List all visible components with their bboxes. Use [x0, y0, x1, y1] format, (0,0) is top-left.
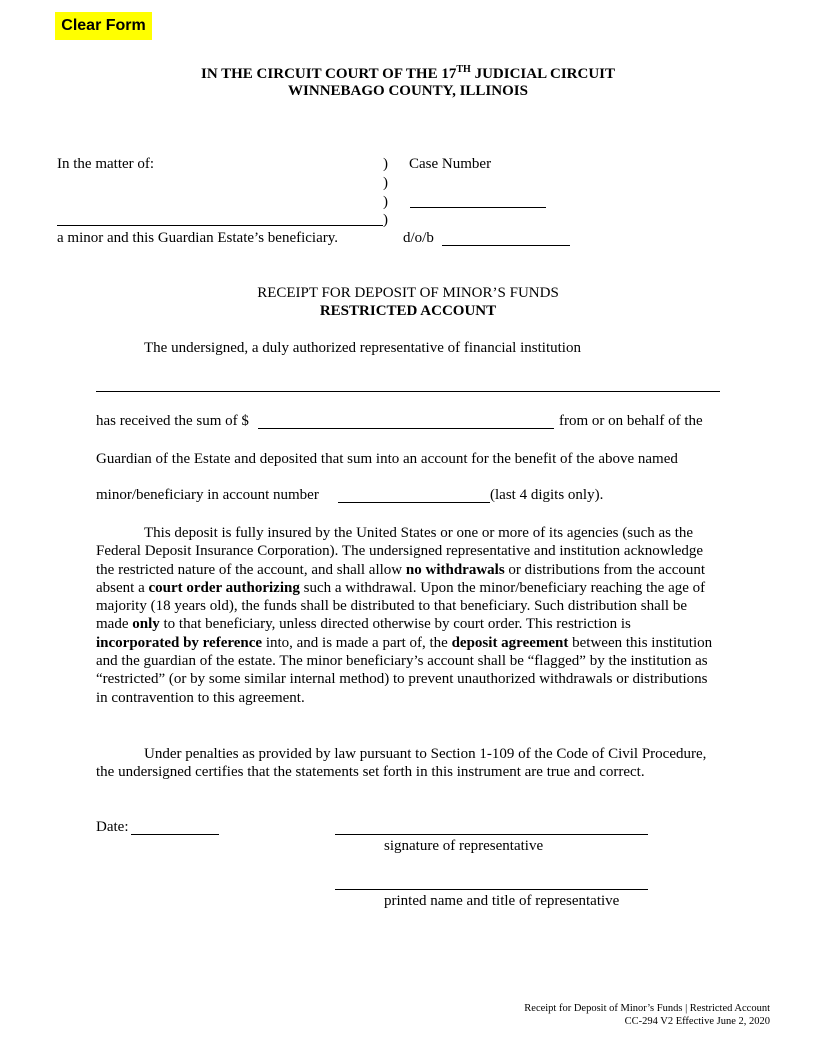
printed-name-label: printed name and title of representative	[384, 893, 620, 909]
court-header-line2: WINNEBAGO COUNTY, ILLINOIS	[288, 83, 528, 99]
para-text: such a withdrawal. Upon the minor/beneficiary reaching the age of majority (18 years old), the funds shall be distributed to that beneficiary. Such distribution shall be made	[96, 579, 706, 633]
printed-name-underline	[335, 889, 648, 890]
caption-paren: )	[383, 175, 388, 191]
dob-underline	[442, 245, 570, 246]
clear-form-button[interactable]: Clear Form	[55, 12, 152, 40]
para-bold: court order authorizing	[148, 579, 300, 596]
minor-name-input[interactable]	[59, 208, 379, 224]
sum-underline	[258, 428, 554, 429]
signature-label: signature of representative	[384, 838, 544, 854]
received-sum-text: has received the sum of $	[96, 413, 249, 429]
intro-text: The undersigned, a duly authorized representative of financial institution	[144, 340, 581, 356]
para-text: into, and is made a part of, the	[262, 634, 452, 651]
certification-paragraph	[96, 745, 716, 782]
caption-paren: )	[383, 212, 388, 228]
para-bold: deposit agreement	[451, 634, 569, 651]
court-header-prefix: IN THE CIRCUIT COURT OF THE 17	[200, 66, 457, 82]
account-number-label: minor/beneficiary in account number	[96, 487, 319, 503]
in-the-matter-label: In the matter of:	[57, 156, 155, 172]
footer-title: Receipt for Deposit of Minor’s Funds | Restricted Account	[524, 1003, 770, 1014]
para-text: This deposit is fully insured by the United States or one or more of its agencies (such as the Federal Deposit Insurance Corporation). The undersigned representative and institution acknowledge the restricted nature of the account, and shall allow	[96, 525, 704, 578]
minor-beneficiary-text: a minor and this Guardian Estate’s beneficiary.	[57, 230, 339, 246]
sum-input[interactable]	[262, 411, 552, 427]
dob-input[interactable]	[444, 228, 568, 244]
para-text: or distributions from the account absent a	[96, 561, 706, 596]
case-number-label: Case Number	[409, 156, 492, 172]
para-bold: only	[132, 616, 160, 633]
caption-paren: )	[383, 156, 388, 172]
footer-form-id: CC-294 V2 Effective June 2, 2020	[624, 1016, 770, 1027]
on-behalf-text: from or on behalf of the	[559, 413, 703, 429]
case-number-input[interactable]	[412, 190, 544, 206]
para-text: Under penalties as provided by law pursuant to Section 1-109 of the Code of Civil Procedure, the undersigned certifies that the statements set forth in this instrument are true and correct.	[96, 746, 707, 781]
court-header-sup: TH	[456, 64, 471, 75]
form-subtitle: RESTRICTED ACCOUNT	[319, 303, 497, 319]
signature-line	[335, 834, 648, 835]
para-text: between this institution and the guardian of the estate. The minor beneficiary’s account shall be “flagged” by the institution as “restricted” (or by some similar internal method) to prevent unauthorized withdrawals or distributions in contravention to this agreement.	[96, 634, 713, 706]
institution-input[interactable]	[98, 372, 716, 389]
minor-name-underline	[57, 225, 383, 226]
para-bold: no withdrawals	[405, 561, 505, 578]
date-input[interactable]	[133, 817, 217, 833]
caption-paren: )	[383, 194, 388, 210]
date-underline	[131, 834, 219, 835]
account-number-input[interactable]	[341, 485, 487, 501]
dob-label: d/o/b	[403, 230, 434, 246]
para-bold: incorporated by reference	[96, 634, 263, 651]
last-four-note: (last 4 digits only).	[490, 487, 604, 503]
guardian-text: Guardian of the Estate and deposited that sum into an account for the benefit of the above named	[96, 451, 678, 467]
form-title: RECEIPT FOR DEPOSIT OF MINOR’S FUNDS	[257, 285, 559, 301]
deposit-paragraph	[96, 524, 716, 707]
account-number-underline	[338, 502, 490, 503]
case-number-underline	[410, 207, 546, 208]
para-text: to that beneficiary, unless directed otherwise by court order. This restriction is	[159, 616, 631, 633]
court-header-suffix: JUDICIAL CIRCUIT	[470, 66, 616, 82]
date-label: Date:	[96, 819, 129, 835]
printed-name-input[interactable]	[338, 872, 645, 888]
court-header-line1	[0, 64, 816, 83]
institution-underline	[96, 391, 720, 392]
